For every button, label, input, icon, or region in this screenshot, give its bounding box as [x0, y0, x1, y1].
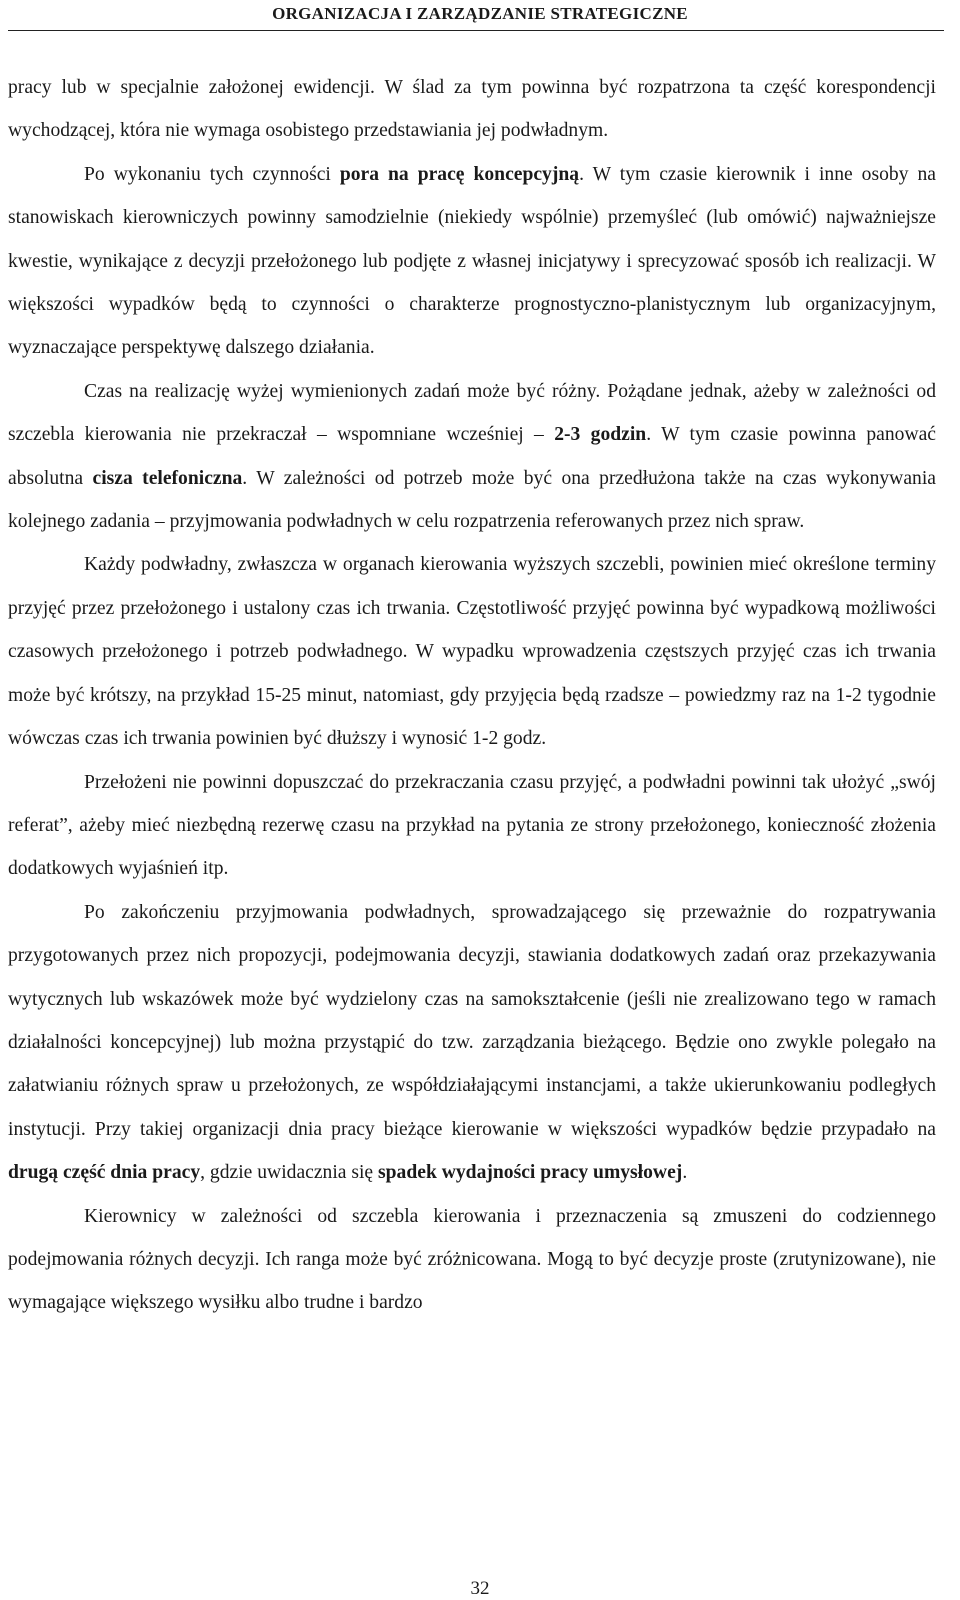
document-body	[8, 66, 936, 1325]
text-run: , gdzie uwidacznia się	[200, 1162, 379, 1184]
paragraph-4	[8, 543, 936, 760]
text-run: Przełożeni nie powinni dopuszczać do przekraczania czasu przyjęć, a podwładni powinni tak ułożyć „swój referat”, ażeby mieć niezbędną rezerwę czasu na przykład na pytania ze strony przełożonego, konieczność złożenia dodatkowych wyjaśnień itp.	[8, 771, 936, 880]
text-run: Po wykonaniu tych czynności	[84, 163, 340, 185]
text-run: pracy lub w specjalnie założonej ewidencji. W ślad za tym powinna być rozpatrzona ta część korespondencji wychodzącej, która nie wymaga osobistego przedstawiania jej podwładnym.	[8, 77, 936, 142]
paragraph-3	[8, 370, 936, 544]
paragraph-7	[8, 1195, 936, 1325]
paragraph-2	[8, 153, 936, 370]
paragraph-6	[8, 891, 936, 1195]
text-run: Czas na realizację wyżej wymienionych zadań może być różny. Pożądane jednak, ażeby w zależności od szczebla kierowania nie przekraczał – wspomniane wcześniej –	[8, 380, 936, 446]
bold-phrase: pora na pracę koncepcyjną	[339, 163, 580, 185]
text-run: Każdy podwładny, zwłaszcza w organach kierowania wyższych szczebli, powinien mieć określone terminy przyjęć przez przełożonego i ustalony czas ich trwania. Częstotliwość przyjęć powinna być wypadkową możliwości czasowych przełożonego i potrzeb podwładnego. W wypadku wprowadzenia częstszych przyjęć czas ich trwania może być krótszy, na przykład 15-25 minut, natomiast, gdy przyjęcia będą rzadsze – powiedzmy raz na 1-2 tygodnie wówczas czas ich trwania powinien być dłuższy i wynosić 1-2 godz.	[8, 554, 936, 750]
bold-phrase: drugą część dnia pracy	[8, 1162, 201, 1184]
text-run: .	[682, 1162, 688, 1184]
text-run: Po zakończeniu przyjmowania podwładnych, sprowadzającego się przeważnie do rozpatrywania przygotowanych przez nich propozycji, podejmowania decyzji, stawiania dodatkowych zadań oraz przekazywania wytycznych lub wskazówek może być wydzielony czas na samokształcenie (jeśli nie zrealizowano tego w ramach działalności koncepcyjnej) lub można przystąpić do tzw. zarządzania bieżącego. Będzie ono zwykle polegało na załatwianiu różnych spraw u przełożonych, ze współdziałającymi instancjami, a także ukierunkowaniu podległych instytucji. Przy takiej organizacji dnia pracy bieżące kierowanie w większości wypadków będzie przypadało na	[8, 901, 936, 1140]
header-rule	[8, 30, 944, 31]
text-run: . W zależności od potrzeb może być ona przedłużona także na czas wykonywania kolejnego zadania – przyjmowania podwładnych w celu rozpatrzenia referowanych przez nich spraw.	[8, 467, 936, 533]
paragraph-1	[8, 66, 936, 153]
page-number: 32	[470, 1578, 490, 1599]
bold-phrase: cisza telefoniczna	[92, 467, 243, 489]
text-run: . W tym czasie powinna panować absolutna	[8, 424, 937, 489]
text-run: . W tym czasie kierownik i inne osoby na stanowiskach kierowniczych powinny samodzielnie (niekiedy wspólnie) przemyśleć (lub omówić) najważniejsze kwestie, wynikające z decyzji przełożonego lub podjęte z własnej inicjatywy i sprecyzować sposób ich realizacji. W większości wypadków będą to czynności o charakterze prognostyczno-planistycznym lub organizacyjnym, wyznaczające perspektywę dalszego działania.	[8, 163, 936, 359]
bold-phrase: 2-3 godzin	[554, 424, 647, 446]
running-header: ORGANIZACJA I ZARZĄDZANIE STRATEGICZNE	[272, 4, 688, 23]
bold-phrase: spadek wydajności pracy umysłowej	[378, 1162, 683, 1184]
text-run: Kierownicy w zależności od szczebla kierowania i przeznaczenia są zmuszeni do codziennego podejmowania różnych decyzji. Ich ranga może być zróżnicowana. Mogą to być decyzje proste (zrutynizowane), nie wymagające większego wysiłku albo trudne i bardzo	[8, 1205, 936, 1314]
paragraph-5	[8, 761, 936, 891]
